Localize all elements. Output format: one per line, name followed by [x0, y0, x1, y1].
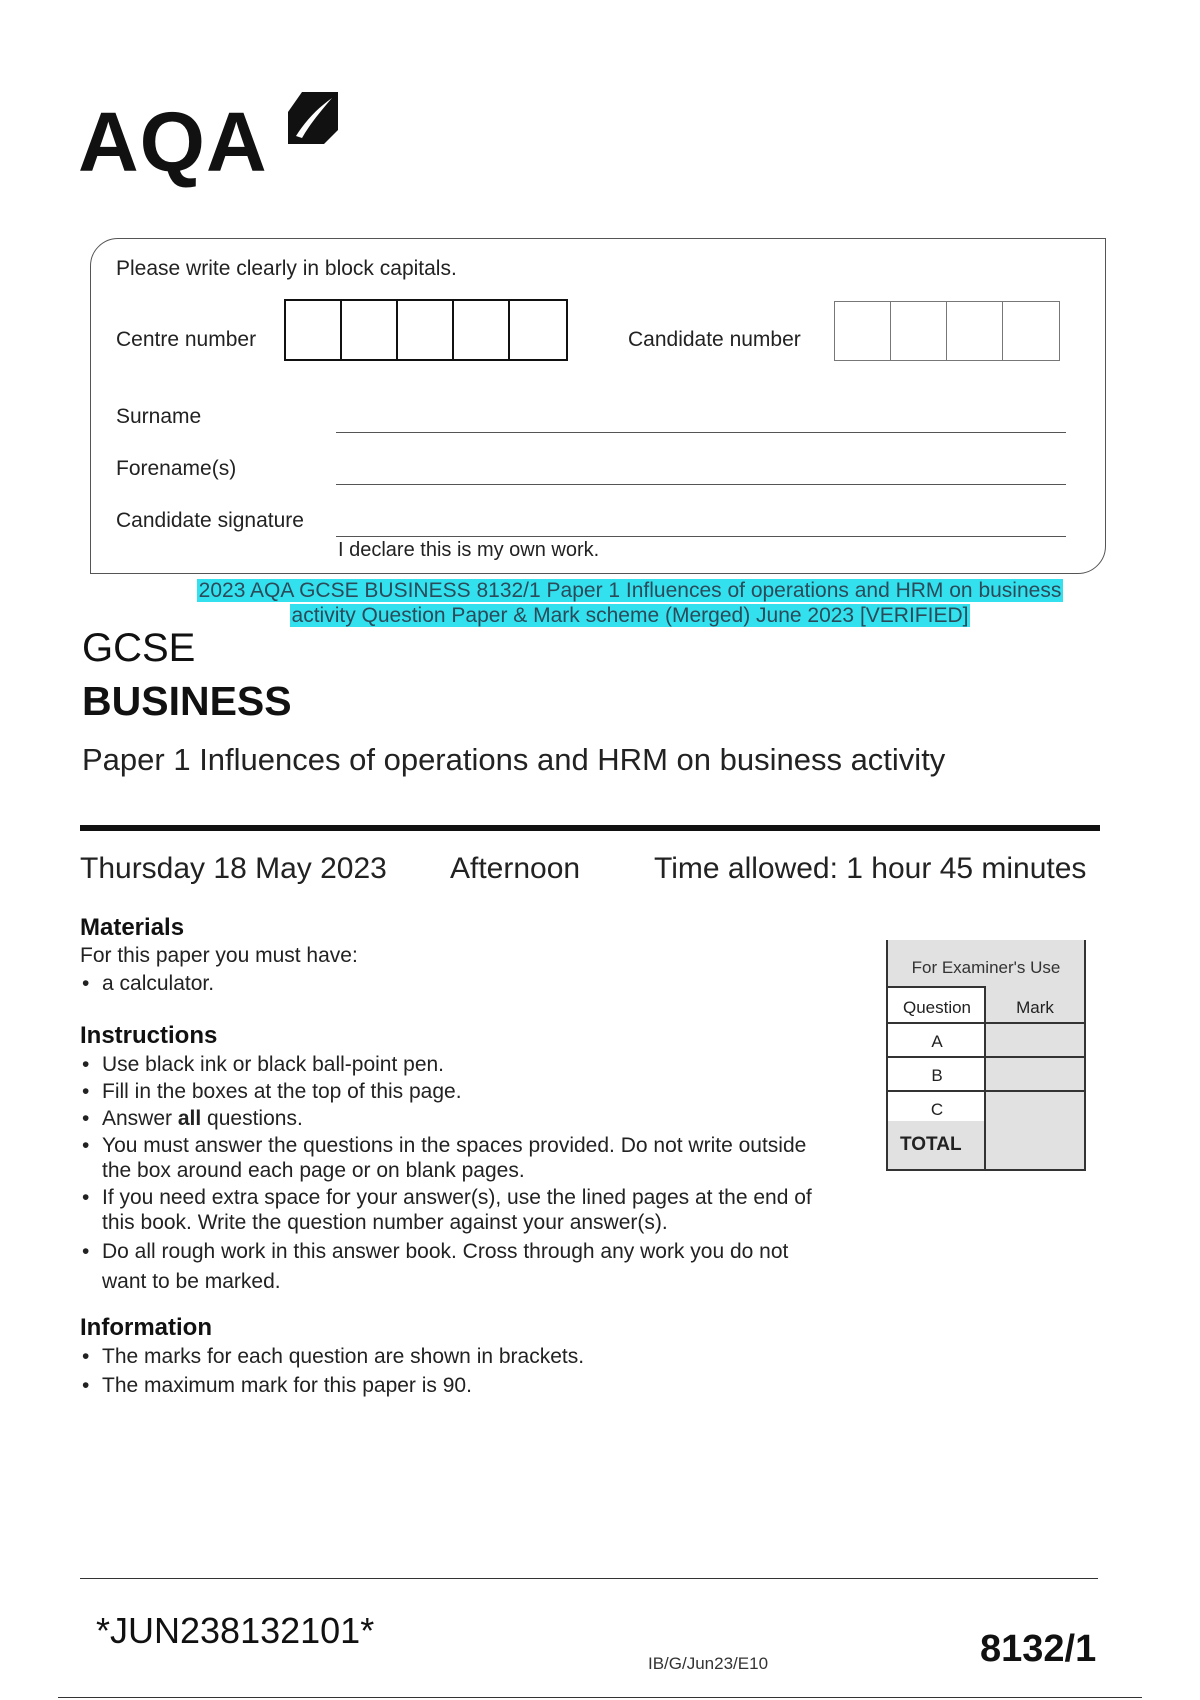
forenames-field[interactable] — [336, 484, 1066, 485]
qualification-title: GCSE — [82, 626, 196, 670]
materials-intro: For this paper you must have: — [80, 944, 358, 967]
aqa-logo — [78, 84, 348, 194]
candidate-number-digit[interactable] — [835, 302, 891, 360]
list-item — [80, 1106, 880, 1131]
block-capitals-instruction: Please write clearly in block capitals. — [116, 257, 457, 280]
logo-text: AQA — [78, 95, 268, 189]
list-item: • The maximum mark for this paper is 90. — [80, 1373, 880, 1398]
rule — [888, 1056, 1084, 1058]
candidate-number-boxes[interactable] — [834, 301, 1060, 361]
total-label: TOTAL — [900, 1134, 962, 1155]
text: Fill in the boxes at the top of this page. — [102, 1080, 462, 1103]
text: Answer — [102, 1107, 178, 1130]
centre-number-digit[interactable] — [398, 301, 454, 359]
banner-line-2: activity Question Paper & Mark scheme (Merged) June 2023 [VERIFIED] — [291, 604, 969, 627]
list-item: • The marks for each question are shown in brackets. — [80, 1344, 880, 1369]
text: questions. — [201, 1107, 303, 1130]
surname-field[interactable] — [336, 432, 1066, 433]
rule — [888, 1090, 1084, 1092]
subject-title: BUSINESS — [82, 678, 292, 724]
text: this book. Write the question number against your answer(s). — [102, 1211, 668, 1234]
list-item: • a calculator. — [80, 971, 860, 996]
centre-number-boxes[interactable] — [284, 299, 568, 361]
rule — [888, 1022, 1084, 1024]
centre-number-digit[interactable] — [454, 301, 510, 359]
aqa-leaf-icon — [284, 90, 340, 146]
footer-divider — [80, 1578, 1098, 1579]
exam-date: Thursday 18 May 2023 — [80, 852, 387, 885]
text: You must answer the questions in the spaces provided. Do not write outside — [102, 1134, 807, 1157]
instructions-heading: Instructions — [80, 1022, 218, 1049]
candidate-number-digit[interactable] — [947, 302, 1003, 360]
centre-number-label: Centre number — [116, 328, 257, 351]
surname-label: Surname — [116, 405, 202, 428]
time-allowed: Time allowed: 1 hour 45 minutes — [654, 852, 1087, 885]
question-row-c: C — [930, 1100, 944, 1119]
examiner-table-title: For Examiner's Use — [911, 958, 1061, 977]
banner-line-1: 2023 AQA GCSE BUSINESS 8132/1 Paper 1 Influences of operations and HRM on business — [198, 579, 1062, 602]
text: If you need extra space for your answer(s), use the lined pages at the end of — [102, 1186, 812, 1209]
emphasis: all — [177, 1107, 202, 1130]
page-bottom-divider — [58, 1697, 1142, 1698]
materials-heading: Materials — [80, 914, 185, 941]
candidate-number-digit[interactable] — [1003, 302, 1059, 360]
text: the box around each page or on blank pages. — [102, 1159, 525, 1182]
rule — [888, 986, 986, 988]
centre-number-digit[interactable] — [510, 301, 566, 359]
divider — [80, 825, 1100, 831]
declaration-text: I declare this is my own work. — [338, 539, 600, 561]
candidate-number-digit[interactable] — [891, 302, 947, 360]
barcode-text: *JUN238132101* — [96, 1610, 375, 1651]
list-item — [80, 1237, 880, 1297]
question-column-header: Question — [902, 998, 972, 1017]
signature-label: Candidate signature — [116, 509, 304, 532]
text: want to be marked. — [102, 1270, 281, 1293]
document-title-banner — [150, 578, 1110, 628]
list-item — [80, 1185, 880, 1235]
centre-number-digit[interactable] — [286, 301, 342, 359]
paper-title: Paper 1 Influences of operations and HRM on business activity — [82, 742, 946, 777]
text: Do all rough work in this answer book. Cross through any work you do not — [102, 1240, 789, 1263]
reference-code: IB/G/Jun23/E10 — [648, 1654, 769, 1673]
list-item — [80, 1133, 880, 1183]
question-row-a: A — [931, 1032, 943, 1051]
exam-session: Afternoon — [450, 852, 581, 885]
information-list — [80, 1344, 880, 1400]
signature-field[interactable] — [336, 536, 1066, 537]
mark-column-header: Mark — [1016, 998, 1054, 1017]
question-row-b: B — [931, 1066, 943, 1085]
list-item: • Use black ink or black ball-point pen. — [80, 1052, 880, 1077]
list-item — [80, 1079, 880, 1104]
centre-number-digit[interactable] — [342, 301, 398, 359]
materials-list — [80, 971, 860, 998]
forenames-label: Forename(s) — [116, 457, 237, 480]
information-heading: Information — [80, 1314, 212, 1341]
candidate-number-label: Candidate number — [628, 328, 801, 351]
paper-code: 8132/1 — [980, 1628, 1097, 1670]
examiner-use-table — [886, 940, 1086, 1171]
instructions-list — [80, 1052, 880, 1299]
